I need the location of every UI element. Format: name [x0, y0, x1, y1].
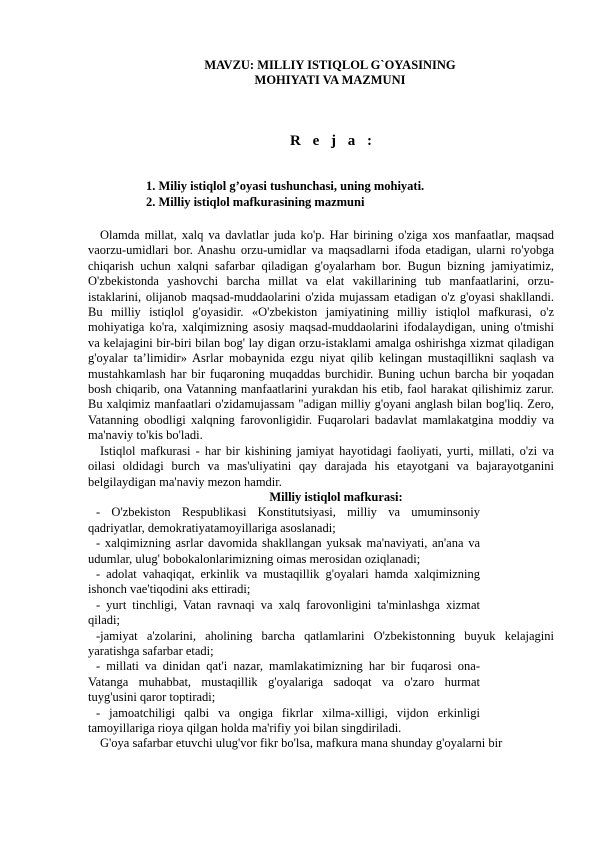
list-item: - xalqimizning asrlar davomida shakllangan yuksak ma'naviyati, an'ana va udumlar, ulug' bobokalonlarimizning oimas merosidan oziqlanadi; [88, 536, 480, 566]
document-body [88, 228, 554, 752]
list-item: - O'zbekiston Respublikasi Konstitutsiyasi, milliy va umuminsoniy qadriyatlar, demokratiyatamoyillariga asoslanadi; [88, 505, 480, 535]
paragraph-2: Istiqlol mafkurasi - har bir kishining jamiyat hayotidagi faoliyati, yurti, millati, o'zi va oilasi oldidagi burch va mas'uliyatini qay darajada his etayotgani va bajarayotganini belgilaydigan ma'naviy mezon hamdir. [88, 443, 554, 489]
list-item: -jamiyat a'zolarini, aholining barcha qatlamlarini O'zbekistonning buyuk kelajagini yaratishga safarbar etadi; [88, 628, 554, 658]
plan-item-2: 2. Milliy istiqlol mafkurasining mazmuni [146, 195, 365, 209]
title-line-1: MAVZU: MILLIY ISTIQLOL G`OYASINING [204, 58, 456, 72]
list-item: - jamoatchiligi qalbi va ongiga fikrlar xilma-xilligi, vijdon erkinligi tamoyillariga rioya qilgan holda ma'rifiy yoi bilan singdiriladi. [88, 705, 480, 735]
plan-heading: R e j a : [290, 133, 376, 149]
title-line-2: MOHIYATI VA MAZMUNI [254, 73, 406, 87]
paragraph-3: G'oya safarbar etuvchi ulug'vor fikr bo'lsa, mafkura mana shunday g'oyalarni bir [100, 736, 503, 751]
page-title [120, 58, 540, 88]
list-item: - yurt tinchligi, Vatan ravnaqi va xalq farovonligini ta'minlashga xizmat qiladi; [88, 597, 480, 628]
list-item: - millati va dinidan qat'i nazar, mamlakatimizning har bir fuqarosi ona-Vatanga muhabbat, mustaqillik g'oyalariga sadoqat va o'zaro hurmat tuyg'usini qaror toptiradi; [88, 659, 480, 705]
paragraph-1: Olamda millat, xalq va davlatlar juda ko'p. Har birining o'ziga xos manfaatlar, maqsad vaorzu-umidlari bor. Anashu orzu-umidlar va maqsadlarni ifoda etadigan, ularni ro'yobga chiqarish uchun xalqni safarbar qiladigan g'oyalarham bor. Bugun bizning jamiyatimiz, O'zbekistonda yashovchi barcha millat va elat vakillarining tub manfaatlarini, orzu-istaklarini, olijanob maqsad-muddaolarini o'zida mujassam etadigan o'z g'oyasi shakllandi. Bu milliy istiqlol g'oyasidir. «O'zbekiston jamiyatining milliy istiqlol mafkurasi, o'z mohiyatiga ko'ra, xalqimizning asosiy maqsad-muddaolarini ifodalaydigan, uning o'tmishi va kelajagini bir-biri bilan bog' lay digan orzu-istaklami amalga oshirishga xizmat qiladigan g'oyalar ta’limidir» Asrlar mobaynida ezgu niyat qilib kelingan mustaqillikni saqlash va mustahkamlash har bir fuqaroning muqaddas burchidir. Buning uchun barcha bir yoqadan bosh chiqarib, ona Vatanning manfaatlarini yurakdan his etib, faol harakat qilishimiz zarur. Bu xalqimiz manfaatlari o'zidamujassam "adigan milliy g'oyani anglash bilan bog'liq. Zero, Vatanning obodligi xalqning farovonligidir. Fuqarolari badavlat mamlakatgina moddiy va ma'naviy to'kis bo'ladi. [88, 228, 554, 443]
list-item: - adolat vahaqiqat, erkinlik va mustaqillik g'oyalari hamda xalqimizning ishonch vae'tiqodini aks ettiradi; [88, 566, 480, 597]
plan-list [146, 178, 424, 210]
subheading: Milliy istiqlol mafkurasi: [269, 489, 403, 504]
plan-item-1: 1. Miliy istiqlol g’oyasi tushunchasi, uning mohiyati. [146, 179, 425, 193]
